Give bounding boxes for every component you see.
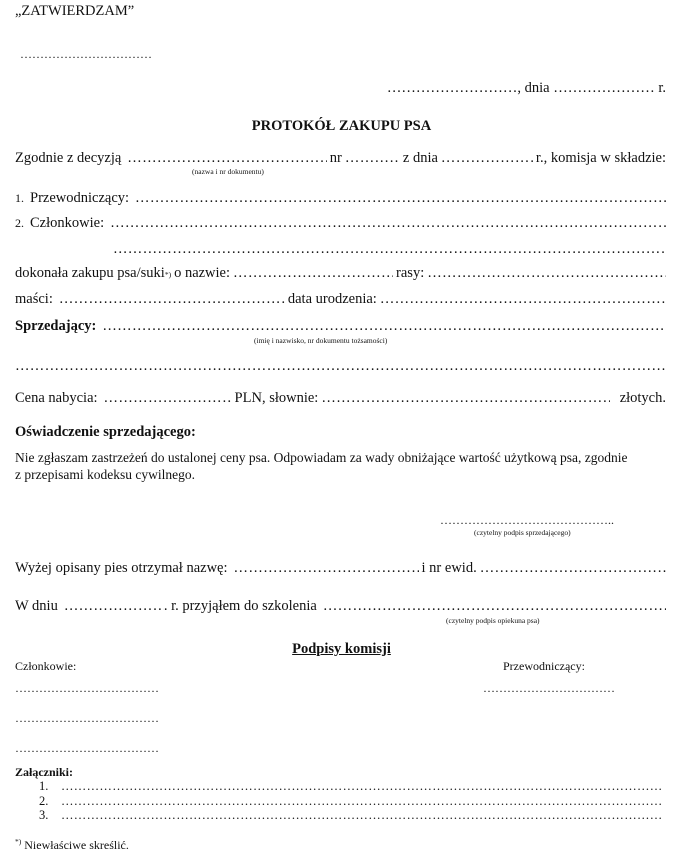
dnia-label: , dnia [517, 80, 550, 96]
color-field[interactable] [59, 291, 285, 308]
naming-label: Wyżej opisany pies otrzymał nazwę: [15, 560, 228, 576]
seller-field[interactable] [102, 318, 666, 335]
decision-suffix: r., komisja w składzie: [535, 150, 666, 166]
price-words-field[interactable] [321, 390, 609, 407]
attachment-field-1[interactable] [61, 779, 661, 794]
attachment-number-2: 2. [39, 794, 49, 808]
training-line [15, 598, 666, 615]
price-currency-label: PLN, słownie: [234, 390, 319, 406]
attachment-number-1: 1. [39, 779, 49, 793]
signatures-members-label: Członkowie: [15, 659, 77, 673]
place-field[interactable]: ……………………… [386, 80, 518, 96]
attachment-item-1 [39, 779, 661, 794]
attachment-item-3 [39, 808, 661, 823]
attachments-label: Załączniki: [15, 765, 74, 779]
place-date-line [387, 80, 666, 97]
seller-field-2[interactable] [15, 358, 666, 375]
price-amount-field[interactable] [104, 390, 232, 407]
handler-signature-hint: (czytelny podpis opiekuna psa) [446, 616, 540, 625]
dog-name-field[interactable] [233, 265, 393, 282]
seller-hint: (imię i nazwisko, nr dokumentu tożsamości) [254, 336, 388, 345]
attachment-item-2 [39, 794, 661, 809]
purchase-footnote-mark: *) [164, 270, 172, 279]
decision-line [15, 150, 666, 167]
seller-line-2 [15, 358, 666, 375]
chair-line [15, 190, 666, 207]
members-line-2 [113, 241, 666, 258]
date-field[interactable]: ………………… [553, 80, 655, 96]
members-line [15, 215, 666, 232]
birth-date-field[interactable] [380, 291, 666, 308]
chair-label: Przewodniczący: [30, 190, 130, 206]
page-title: PROTOKÓŁ ZAKUPU PSA [251, 118, 432, 134]
decision-number-field[interactable] [345, 150, 400, 167]
decision-date-label: z dnia [402, 150, 438, 166]
member-signature-line-2[interactable]: ……………………………… [15, 711, 159, 725]
seller-line [15, 318, 666, 335]
price-line [15, 390, 666, 407]
decision-document-field[interactable] [127, 150, 327, 167]
training-middle: . r. przyjąłem do szkolenia [163, 598, 317, 614]
dog-name-label: o nazwie: [174, 265, 231, 281]
breed-label: rasy: [396, 265, 425, 281]
chair-number: 1. [15, 191, 24, 205]
price-suffix: złotych. [619, 390, 666, 406]
member-signature-line-1[interactable]: ……………………………… [15, 681, 159, 695]
decision-nr-label: nr [329, 150, 342, 166]
footnote-mark: *) [15, 837, 22, 846]
chair-signature-line[interactable]: …………………………… [483, 681, 615, 695]
attachment-number-3: 3. [39, 808, 49, 822]
members-field-2[interactable] [113, 241, 666, 258]
member-signature-line-3[interactable]: ……………………………… [15, 741, 159, 755]
seller-signature-hint: (czytelny podpis sprzedającego) [474, 528, 571, 537]
seller-signature-line[interactable]: …………………………………….. [440, 513, 614, 527]
approval-label: „ZATWIERDZAM” [15, 3, 135, 19]
attachment-field-2[interactable] [61, 794, 661, 809]
members-field-1[interactable] [110, 215, 666, 232]
footnote [15, 837, 129, 853]
color-label: maści: [15, 291, 53, 307]
naming-line [15, 560, 666, 577]
new-name-field[interactable] [234, 560, 419, 577]
members-number: 2. [15, 216, 24, 230]
breed-field[interactable] [427, 265, 666, 282]
training-date-field[interactable] [64, 598, 164, 615]
color-birth-line [15, 291, 666, 308]
purchase-prefix: dokonała zakupu psa/suki [15, 265, 165, 281]
attachment-field-3[interactable] [61, 808, 661, 823]
handler-signature-field[interactable] [323, 598, 666, 615]
seller-label: Sprzedający: [15, 318, 97, 334]
purchase-line [15, 265, 666, 282]
decision-prefix: Zgodnie z decyzją [15, 150, 122, 166]
birth-date-label: data urodzenia: [287, 291, 377, 307]
price-label: Cena nabycia: [15, 390, 98, 406]
signatures-chair-label: Przewodniczący: [503, 659, 585, 673]
footnote-text: Niewłaściwe skreślić. [24, 838, 129, 852]
approval-signature-line[interactable]: …………………………… [20, 47, 152, 61]
signatures-heading: Podpisy komisji [292, 641, 391, 657]
decision-date-field[interactable] [441, 150, 536, 167]
chair-field[interactable] [135, 190, 666, 207]
statement-line-2: z przepisami kodeksu cywilnego. [15, 467, 195, 482]
ewid-field[interactable] [480, 560, 666, 577]
decision-hint: (nazwa i nr dokumentu) [192, 167, 264, 176]
training-prefix: W dniu [15, 598, 58, 614]
statement-heading: Oświadczenie sprzedającego: [15, 424, 196, 440]
members-label: Członkowie: [30, 215, 105, 231]
ewid-label: i nr ewid. [421, 560, 477, 576]
year-suffix: r. [658, 80, 666, 96]
statement-line-1: Nie zgłaszam zastrzeżeń do ustalonej ceny psa. Odpowiadam za wady obniżające wartość użytkową psa, zgodnie [15, 450, 628, 465]
